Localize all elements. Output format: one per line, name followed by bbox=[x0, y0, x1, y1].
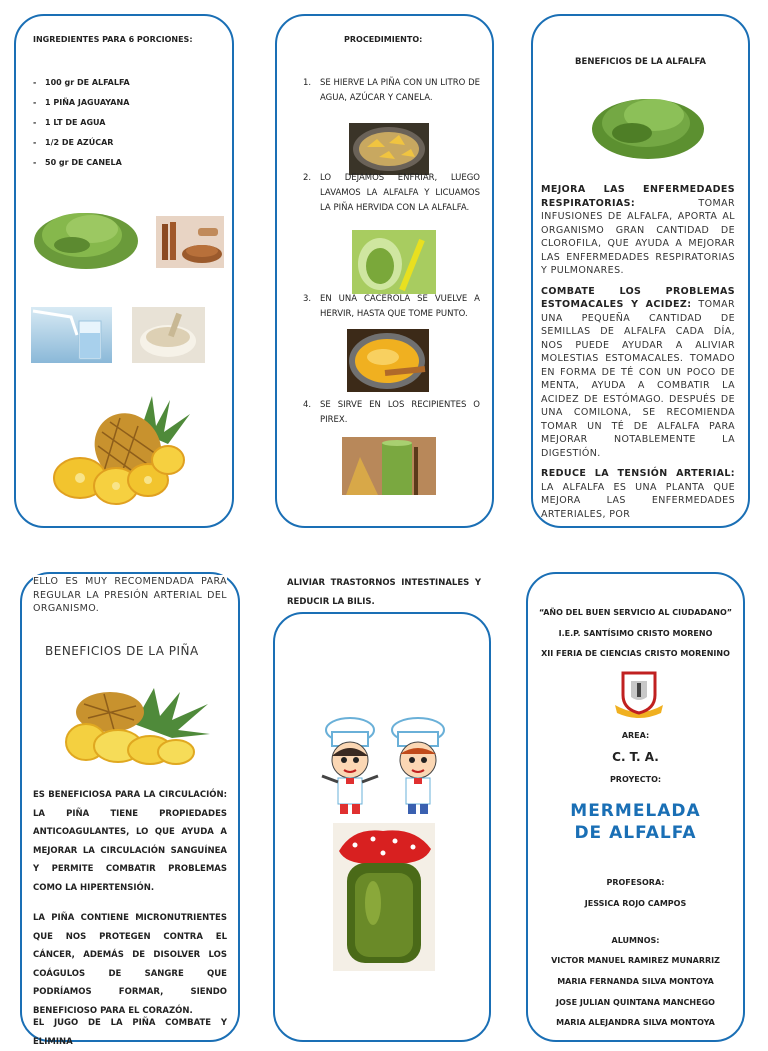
benefit-respiratory: MEJORA LAS ENFERMEDADES RESPIRATORIAS: TOMAR INFUSIONES DE ALFALFA, APORTA AL ORGANISMO GRAN CANTIDAD DE CLOROFILA, QUE AYUDA A MEJORAR LAS ENFERMEDADES RESPIRATORIAS Y PULMONARES. bbox=[541, 184, 735, 276]
ingredient-item: - 1 LT DE AGUA bbox=[33, 118, 130, 127]
procedure-step: 4. SE SIRVE EN LOS RECIPIENTES O PIREX. bbox=[303, 400, 480, 425]
water-glass-image bbox=[31, 307, 112, 363]
pineapple-benefits-title: BENEFICIOS DE LA PIÑA bbox=[45, 644, 199, 658]
saucepan-image bbox=[347, 329, 429, 392]
student-name: VICTOR MANUEL RAMIREZ MUNARRIZ bbox=[551, 956, 720, 965]
student-name: MARIA FERNANDA SILVA MONTOYA bbox=[557, 977, 714, 986]
chefs-illustration bbox=[318, 716, 452, 818]
served-drink-image bbox=[342, 437, 436, 495]
benefit-stomach: COMBATE LOS PROBLEMAS ESTOMACALES Y ACIDEZ: TOMAR UNA PEQUEÑA CANTIDAD DE SEMILLAS DE ALFALFA CADA DÍA, NOS PUEDE AYUDAR A ALIVIAR MOLESTIAS ESTOMACALES. TOMADO EN FORMA DE TÉ CON UN POCO DE MENTA, AYUDA A COMBATIR LA ACIDEZ DE ESTÓMAGO. DESPUÉS DE UNA COMILONA, SE RECOMIENDA TOMAR UN TÉ DE ALFALFA PARA MEJORAR NOTABLEMENTE LA DIGESTIÓN. bbox=[541, 285, 735, 459]
cinnamon-image bbox=[156, 216, 224, 268]
ingredient-item: - 1 PIÑA JAGUAYANA bbox=[33, 98, 130, 107]
alfalfa-benefits-title: BENEFICIOS DE LA ALFALFA bbox=[575, 57, 706, 67]
ingredient-item: - 100 gr DE ALFALFA bbox=[33, 78, 130, 87]
teacher-label: PROFESORA: bbox=[606, 878, 665, 887]
project-title bbox=[526, 800, 745, 844]
area-label: AREA: bbox=[621, 731, 650, 740]
ingredient-item: - 1/2 DE AZÚCAR bbox=[33, 138, 130, 147]
jam-jar-image bbox=[333, 823, 435, 971]
teacher-name: JESSICA ROJO CAMPOS bbox=[584, 899, 687, 908]
procedure-title: PROCEDIMIENTO: bbox=[344, 35, 423, 44]
school-crest-icon bbox=[611, 669, 667, 719]
pineapple-benefit-circulation: ES BENEFICIOSA PARA LA CIRCULACIÓN: LA PIÑA TIENE PROPIEDADES ANTICOAGULANTES, LO QUE AYUDA A MEJORAR LA CIRCULACIÓN SANGUÍNEA Y PERMITE COMBATIR PROBLEMAS COMO LA HIPERTENSIÓN. bbox=[33, 790, 227, 893]
students-label: ALUMNOS: bbox=[611, 936, 660, 945]
student-name: MARIA ALEJANDRA SILVA MONTOYA bbox=[556, 1018, 715, 1027]
ingredient-item: - 50 gr DE CANELA bbox=[33, 158, 130, 167]
alfalfa-benefits-text bbox=[541, 183, 735, 521]
ingredients-title: INGREDIENTES PARA 6 PORCIONES: bbox=[33, 35, 193, 44]
boiling-pineapple-image bbox=[349, 123, 429, 175]
sugar-image bbox=[132, 307, 205, 363]
alfalfa-benefits-continuation: ELLO ES MUY RECOMENDADA PARA REGULAR LA PRESIÓN ARTERIAL DEL ORGANISMO. bbox=[33, 576, 227, 614]
year-motto: “AÑO DEL BUEN SERVICIO AL CIUDADANO” bbox=[538, 608, 733, 617]
ingredients-list bbox=[33, 78, 130, 178]
benefit-blood-pressure: REDUCE LA TENSIÓN ARTERIAL: LA ALFALFA ES UNA PLANTA QUE MEJORA LAS ENFERMEDADES ARTERIALES, POR bbox=[541, 468, 735, 520]
alfalfa-image bbox=[32, 197, 140, 275]
procedure-step: 2. LO DEJAMOS ENFRIAR, LUEGO LAVAMOS LA ALFALFA Y LICUAMOS LA PIÑA HERVIDA CON LA ALFALFA. bbox=[303, 173, 480, 213]
intestinal-continuation: ALIVIAR TRASTORNOS INTESTINALES Y REDUCIR LA BILIS. bbox=[287, 574, 481, 611]
project-label: PROYECTO: bbox=[609, 775, 662, 784]
blended-alfalfa-image bbox=[352, 230, 436, 294]
pineapple-image bbox=[50, 392, 200, 514]
procedure-step: 3. EN UNA CACEROLA SE VUELVE A HERVIR, HASTA QUE TOME PUNTO. bbox=[303, 294, 480, 319]
procedure-step: 1. SE HIERVE LA PIÑA CON UN LITRO DE AGUA, AZÚCAR Y CANELA. bbox=[303, 78, 480, 103]
project-title-line2: DE ALFALFA bbox=[574, 823, 697, 843]
area-value: C. T. A. bbox=[612, 750, 659, 764]
pineapple-benefit-cancer: LA PIÑA CONTIENE MICRONUTRIENTES QUE NOS PROTEGEN CONTRA EL CÁNCER, ADEMÁS DE DISOLVER LOS COÁGULOS DE SANGRE QUE PODRÍAMOS FORMAR, SIENDO BENEFICIOSO PARA EL CORAZÓN. bbox=[33, 913, 227, 1016]
pineapple-benefit-juice: EL JUGO DE LA PIÑA COMBATE Y ELIMINA bbox=[33, 1018, 227, 1047]
alfalfa-leaves-image bbox=[588, 81, 708, 167]
school-name: I.E.P. SANTÍSIMO CRISTO MORENO bbox=[558, 629, 713, 638]
student-name: JOSE JULIAN QUINTANA MANCHEGO bbox=[556, 998, 715, 1007]
project-title-line1: MERMELADA bbox=[570, 801, 701, 821]
science-fair-name: XII FERIA DE CIENCIAS CRISTO MORENINO bbox=[541, 649, 730, 658]
pineapple-slices-image bbox=[64, 684, 212, 766]
